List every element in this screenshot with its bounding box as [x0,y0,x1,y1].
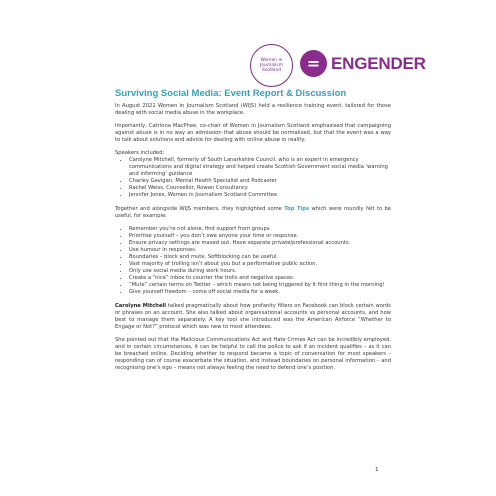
speakers-list [115,157,391,199]
wij-logo-text: Women in Journalism Scotland [260,58,283,73]
tip-item: • Remember you’re not alone, find support from groups. [129,226,391,233]
legal-paragraph: She pointed out that the Malicious Communications Act and Hate Crimes Act can be incredibly employed, and in certain circumstances, it can be helpful to call the police to ask if an incident qualifies – as it can be breached online. Deciding whether to respond became a topic of conversation for most speakers – responding can of course exacerbate the situation, and instead boundaries on personal information – and recognising one’s ego – means not always feeling the need to defend one’s position. [115,337,391,371]
speaker-item: • Charley Gavigan, Mental Health Specialist and Podcaster [129,178,391,185]
tips-intro-text-after: which were roundly felt to be useful, for example: [115,206,391,219]
engender-logo-text: ENGENDER [331,53,426,73]
tip-item: • Use humour in responses. [129,247,391,254]
page-number: 1 [375,467,379,473]
carolyne-paragraph [115,303,391,331]
tip-item: • Only use social media during work hours. [129,268,391,275]
page-title: Surviving Social Media: Event Report & Discussion [115,88,347,99]
speaker-name-bold: Carolyne Mitchell [115,303,167,309]
tip-item: • Give yourself freedom – come off social media for a week. [129,289,391,296]
speaker-item: • Carolyne Mitchell, formerly of South Lanarkshire Council, who is an expert in emergency communications and digital strategy and helped create Scottish Government social media ‘warning and informing’ guidance [129,157,391,178]
tips-intro [115,206,391,220]
document-body [115,103,391,378]
tips-intro-text: Together and alongside WIJS members, they highlighted some [115,206,285,212]
tip-item: • Create a “nice” inbox to counter the trolls and negative spaces. [129,275,391,282]
carolyne-paragraph-text: talked pragmatically about how profanity filters on Facebook can block certain words or phrases on an account. She also talked about organisational accounts vs personal accounts, and how best to manage them separately. A key tool she introduced was the American Airforce “Whether to Engage or Not?” protocol which was new to most attendees. [115,303,392,330]
tip-item: • Prioritise yourself – you don’t owe anyone your time or response. [129,233,391,240]
tip-item: • Vast majority of trolling isn’t about you but a performative public action. [129,261,391,268]
speakers-heading: Speakers included: [115,150,165,156]
tip-item: • Boundaries – block and mute. Softblocking can be useful. [129,254,391,261]
tip-item: • Ensure privacy settings are maxed out. Have separate private/professional accounts. [129,240,391,247]
speaker-item: • Rachel Weiss, Counsellor, Rowan Consultancy [129,185,391,192]
engender-logo-symbol: = [300,50,327,77]
intro-paragraph: In August 2021 Women in Journalism Scotland (WIJS) held a resilience training event, tailored for those dealing with social media abuse in the workplace. [115,103,391,116]
engender-logo [300,50,426,77]
top-tips-highlight: Top Tips [284,206,310,212]
tips-list [115,226,391,296]
speaker-item: • Jennifer Jones, Women in Journalism Scotland Committee [129,192,391,199]
tip-item: • “Mute” certain terms on Twitter – which means not being triggered by it first thing in the morning! [129,282,391,289]
context-paragraph: Importantly, Catriona MacPhee, co-chair of Women in Journalism Scotland emphasised that campaigning against abuse is in no way an admission that abuse should be normalised, but that the event was a way to talk about solutions and advice for dealing with online abuse in reality. [115,123,391,143]
wij-logo [250,44,293,87]
